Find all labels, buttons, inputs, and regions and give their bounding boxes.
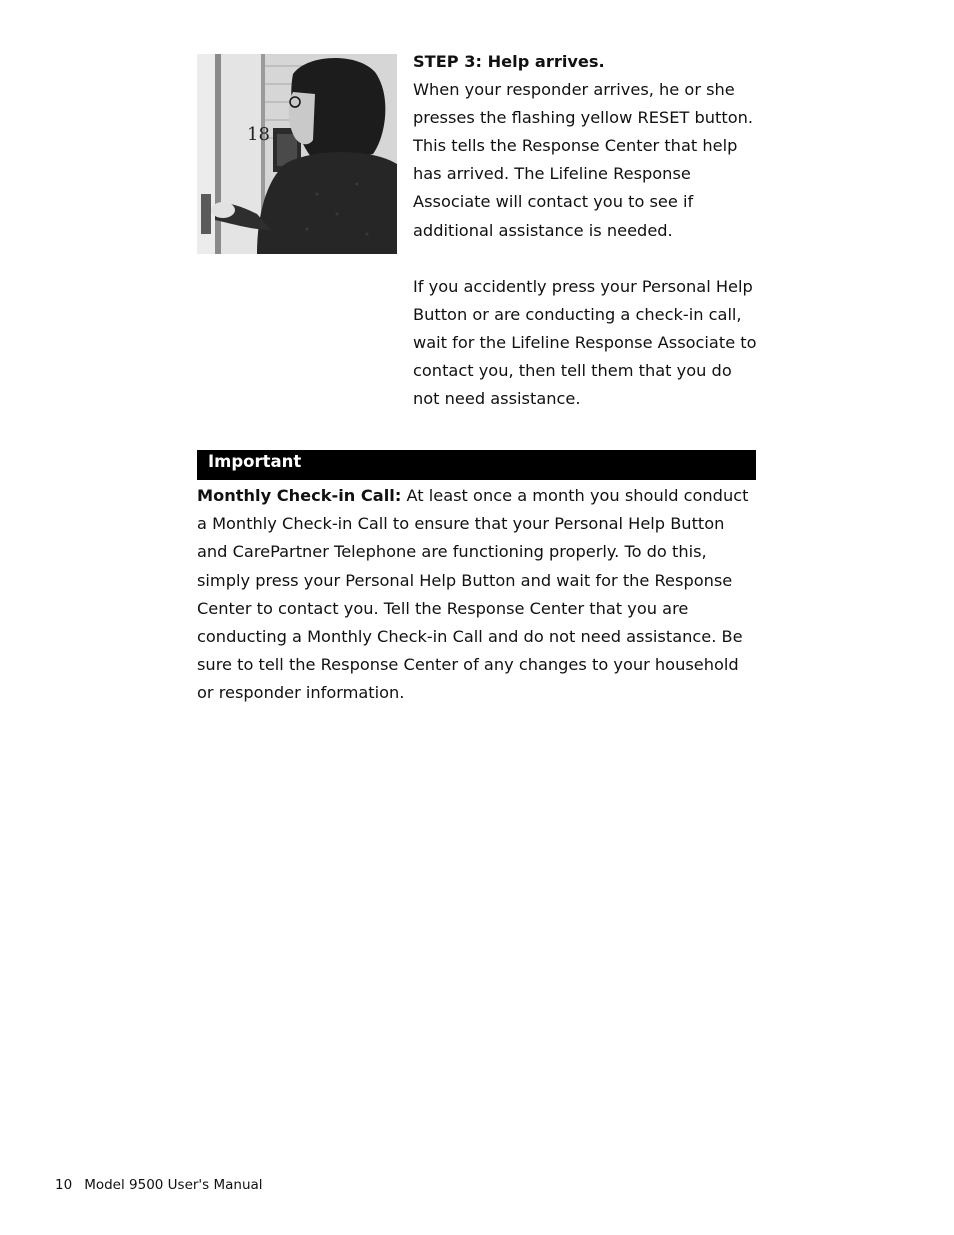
monthly-check-in-lead: Monthly Check-in Call: [197, 486, 402, 505]
paragraph-spacer [413, 245, 758, 273]
monthly-check-in-paragraph [197, 482, 759, 708]
responder-photo-illustration [197, 54, 397, 254]
step-title: STEP 3: Help arrives. [413, 52, 605, 71]
important-label: Important [208, 452, 302, 471]
step-paragraph-1: When your responder arrives, he or she presses the flashing yellow RESET button. This tells the Response Center that help has arrived. The Lifeline Response Associate will contact you to see if additional assistance is needed. [413, 80, 754, 240]
important-heading-bar [197, 450, 756, 480]
manual-title: Model 9500 User's Manual [84, 1177, 263, 1193]
step-3-section [413, 48, 758, 413]
responder-photo [197, 54, 397, 254]
step-paragraph-2: If you accidently press your Personal Help Button or are conducting a check-in call, wait for the Lifeline Response Associate to contact you, then tell them that you do not need assistance. [413, 276, 757, 409]
monthly-check-in-text: At least once a month you should conduct a Monthly Check-in Call to ensure that your Personal Help Button and CarePartner Telephone are functioning properly. To do this, simply press your Personal Help Button and wait for the Response Center to contact you. Tell the Response Center that you are conducting a Monthly Check-in Call and do not need assistance. Be sure to tell the Response Center of any changes to your household or responder information. [197, 486, 749, 703]
door-number: 18 [247, 124, 270, 145]
page-number: 10 [55, 1177, 73, 1193]
page-footer [55, 1175, 263, 1195]
